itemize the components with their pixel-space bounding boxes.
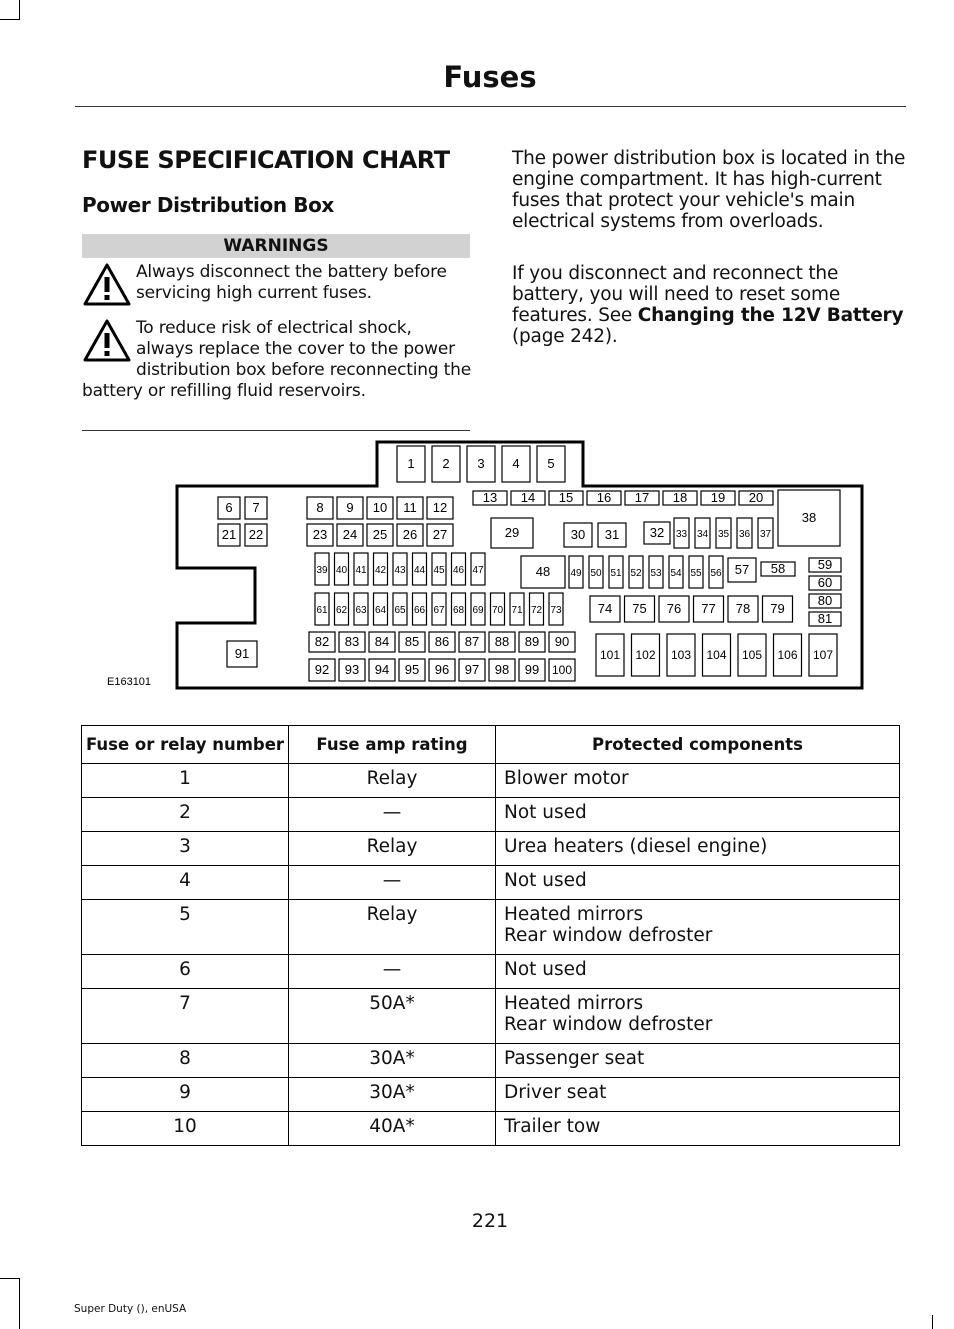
fuse-label: 81 [817,611,833,626]
fuse-label: 8 [316,500,324,515]
fuse-label: 9 [346,500,354,515]
fuse-label: 60 [817,575,833,590]
fuse-label: 51 [610,568,622,579]
fuse-label: 24 [342,527,358,542]
amp-rating-cell: — [289,798,496,832]
table-row [82,832,900,866]
fuse-label: 4 [512,456,520,471]
amp-rating-cell: Relay [289,764,496,798]
crop-mark [19,1278,20,1329]
protected-components-cell: Heated mirrors Rear window defroster [496,989,900,1044]
fuse-label: 6 [225,500,233,515]
fuse-label: 103 [670,648,692,662]
warning-triangle-icon [82,318,134,364]
table-row [82,798,900,832]
fuse-label: 31 [604,527,620,542]
fuse-label: 20 [748,490,764,505]
fuse-label: 3 [477,456,485,471]
fuse-label: 62 [335,605,348,616]
fuse-label: 66 [413,605,426,616]
body-paragraph [512,263,907,347]
column-header: Fuse amp rating [289,726,496,764]
protected-components-cell: Blower motor [496,764,900,798]
fuse-label: 49 [570,568,582,579]
crop-mark [0,19,20,20]
header-rule [75,106,906,107]
fuse-label: 34 [696,529,709,540]
fuse-label: 21 [221,527,237,542]
fuse-label: 95 [404,662,420,677]
fuse-label: 23 [312,527,328,542]
fuse-label: 75 [632,601,647,616]
fuse-label: 43 [394,565,406,576]
fuse-label: 64 [374,605,387,616]
fuse-label: 1 [407,456,415,471]
fuse-table [81,725,900,1146]
body-paragraph: The power distribution box is located in the engine compartment. It has high-current fuses that protect your vehicle's main electrical systems from overloads. [512,148,906,232]
fuse-label: 27 [432,527,448,542]
section-title: FUSE SPECIFICATION CHART [82,146,450,174]
fuse-number-cell: 4 [82,866,289,900]
fuse-label: 47 [472,565,484,576]
crop-mark [19,0,20,20]
fuse-label: 11 [403,500,417,515]
fuse-label: 36 [738,529,751,540]
fuse-number-cell: 3 [82,832,289,866]
fuse-label: 42 [374,565,387,576]
protected-components-cell: Heated mirrors Rear window defroster [496,900,900,955]
fuse-label: 100 [551,663,573,677]
table-row [82,900,900,955]
fuse-label: 55 [690,568,702,579]
table-header-row [82,726,900,764]
fuse-label: 30 [570,527,586,542]
fuse-label: 69 [472,605,484,616]
table-row [82,1044,900,1078]
warnings-heading: WARNINGS [82,234,470,258]
fuse-label: 10 [372,500,388,515]
page-header-title: Fuses [443,60,537,94]
fuse-label: 15 [558,490,574,505]
fuse-number-cell: 9 [82,1078,289,1112]
fuse-label: 85 [404,634,420,649]
crop-mark [932,1315,933,1329]
section-subtitle: Power Distribution Box [82,193,334,217]
fuse-number-cell: 5 [82,900,289,955]
table-row [82,764,900,798]
amp-rating-cell: 30A* [289,1044,496,1078]
fuse-label: 26 [402,527,418,542]
fuse-label: 74 [597,601,613,616]
protected-components-cell: Urea heaters (diesel engine) [496,832,900,866]
warnings-rule [82,430,470,431]
warning-item [82,262,472,308]
paragraph-text: If you disconnect and reconnect the battery, you will need to reset some features. See [512,263,841,326]
fuse-label: 107 [812,648,834,662]
fuse-label: 97 [464,662,480,677]
fuse-label: 98 [494,662,510,677]
warning-triangle-icon [82,262,134,308]
protected-components-cell: Passenger seat [496,1044,900,1078]
amp-rating-cell: — [289,955,496,989]
fuse-number-cell: 2 [82,798,289,832]
fuse-label: 90 [554,634,570,649]
fuse-label: 56 [710,568,722,579]
fuse-label: 22 [248,527,264,542]
fuse-label: 2 [442,456,450,471]
cross-reference-link[interactable]: Changing the 12V Battery [637,305,904,326]
fuse-number-cell: 6 [82,955,289,989]
table-row [82,866,900,900]
fuse-label: 19 [710,490,726,505]
fuse-label: 46 [452,565,465,576]
fuse-label: 48 [535,564,551,579]
fuse-label: 13 [482,490,498,505]
fuse-label: 68 [452,605,465,616]
fuse-label: 91 [234,646,250,661]
table-row [82,1078,900,1112]
paragraph-text: (page 242). [512,326,618,347]
column-header: Protected components [496,726,900,764]
fuse-label: 59 [817,557,833,572]
table-row [82,1112,900,1146]
fuse-label: 94 [374,662,390,677]
column-header: Fuse or relay number [82,726,289,764]
fuse-label: 17 [634,490,650,505]
fuse-box-diagram [75,438,875,698]
fuse-label: 39 [316,565,328,576]
fuse-label: 44 [413,565,426,576]
fuse-label: 32 [649,525,665,540]
fuse-label: 77 [701,601,716,616]
fuse-label: 35 [717,529,730,540]
fuse-label: 25 [372,527,388,542]
fuse-label: 73 [550,605,562,616]
fuse-label: 78 [735,601,751,616]
fuse-label: 61 [316,605,328,616]
amp-rating-cell: 50A* [289,989,496,1044]
fuse-label: 67 [433,605,445,616]
fuse-label: 12 [432,500,448,515]
protected-components-cell: Driver seat [496,1078,900,1112]
amp-rating-cell: — [289,866,496,900]
fuse-label: 83 [344,634,360,649]
fuse-number-cell: 8 [82,1044,289,1078]
fuse-label: 45 [433,565,445,576]
fuse-label: 57 [734,562,750,577]
fuse-number-cell: 10 [82,1112,289,1146]
fuse-label: 106 [777,648,798,662]
fuse-label: 105 [741,648,763,662]
fuse-label: 72 [530,605,543,616]
protected-components-cell: Not used [496,798,900,832]
fuse-label: 89 [524,634,540,649]
fuse-label: 52 [630,568,642,579]
fuse-label: 76 [666,601,682,616]
amp-rating-cell: 40A* [289,1112,496,1146]
fuse-label: 88 [494,634,510,649]
fuse-label: 87 [464,634,480,649]
warning-item [82,318,472,402]
fuse-label: 18 [672,490,688,505]
fuse-label: 65 [394,605,406,616]
fuse-label: 41 [355,565,367,576]
warning-text: To reduce risk of electrical shock, always replace the cover to the power distribution box before reconnecting the battery or refilling fluid reservoirs. [82,318,471,401]
fuse-label: 70 [491,605,504,616]
fuse-label: 53 [650,568,662,579]
table-row [82,955,900,989]
fuse-label: 93 [344,662,360,677]
fuse-label: 80 [817,593,833,608]
fuse-label: 101 [599,648,621,662]
page-number: 221 [471,1210,509,1232]
fuse-label: 96 [434,662,450,677]
warning-text: Always disconnect the battery before servicing high current fuses. [136,262,447,303]
fuse-label: 5 [547,456,555,471]
fuse-label: 50 [590,568,602,579]
fuse-label: 14 [520,490,536,505]
fuse-label: 84 [374,634,390,649]
protected-components-cell: Not used [496,866,900,900]
figure-id: E163101 [107,676,152,688]
fuse-label: 92 [314,662,330,677]
fuse-label: 79 [770,601,785,616]
fuse-label: 86 [434,634,450,649]
fuse-label: 38 [801,510,817,525]
fuse-label: 99 [524,662,540,677]
footer-text: Super Duty (), enUSA [74,1303,187,1315]
fuse-label: 40 [335,565,348,576]
protected-components-cell: Trailer tow [496,1112,900,1146]
fuse-label: 104 [706,648,727,662]
fuse-label: 63 [355,605,367,616]
crop-mark [0,1278,20,1279]
fuse-box-svg [75,438,875,698]
fuse-label: 82 [314,634,330,649]
fuse-label: 29 [504,525,520,540]
fuse-number-cell: 1 [82,764,289,798]
fuse-label: 102 [635,648,656,662]
table-row [82,989,900,1044]
fuse-label: 33 [675,529,688,540]
protected-components-cell: Not used [496,955,900,989]
fuse-label: 58 [770,561,786,576]
fuse-label: 71 [511,605,523,616]
amp-rating-cell: 30A* [289,1078,496,1112]
fuse-label: 7 [252,500,260,515]
fuse-number-cell: 7 [82,989,289,1044]
amp-rating-cell: Relay [289,832,496,866]
fuse-label: 37 [759,529,772,540]
fuse-label: 16 [596,490,612,505]
amp-rating-cell: Relay [289,900,496,955]
fuse-label: 54 [670,568,682,579]
